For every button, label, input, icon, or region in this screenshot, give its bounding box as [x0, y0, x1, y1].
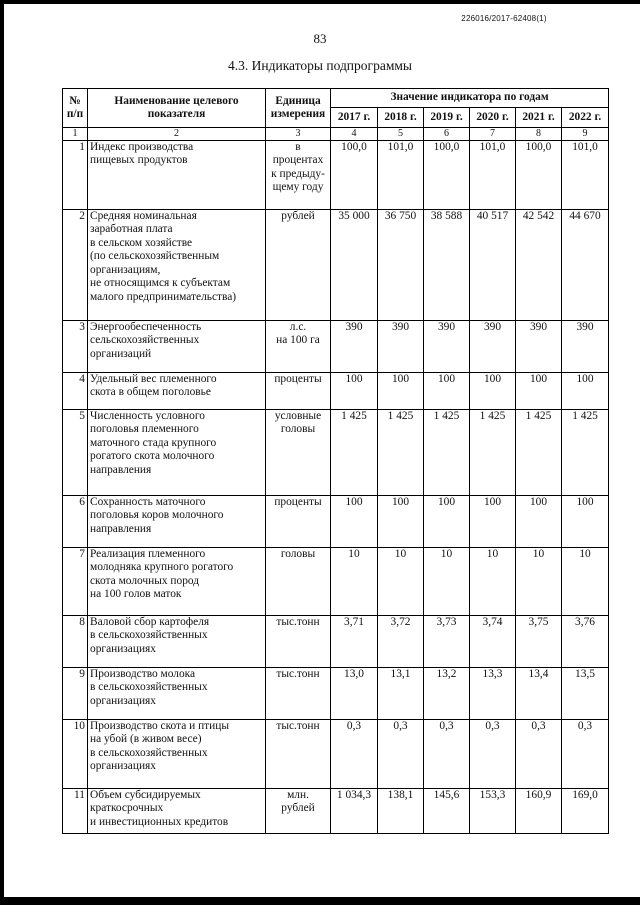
scan-border-left [0, 0, 4, 905]
indicator-value: 100 [424, 496, 470, 548]
indicator-value: 1 034,3 [331, 789, 378, 834]
indicator-value: 0,3 [424, 720, 470, 789]
indicator-value: 1 425 [516, 410, 562, 496]
indicator-value: 100 [378, 496, 424, 548]
indicator-row [63, 668, 609, 720]
column-number: 1 [63, 128, 88, 141]
column-numbers-row [63, 128, 609, 141]
indicator-value: 10 [424, 548, 470, 616]
indicator-value: 100 [562, 496, 609, 548]
indicator-row [63, 210, 609, 321]
header-year: 2020 г. [470, 108, 516, 128]
indicator-value: 100 [331, 496, 378, 548]
row-number: 3 [63, 321, 88, 373]
indicator-unit: проценты [266, 373, 331, 410]
indicator-name: Производство молока в сельскохозяйственных организациях [88, 668, 266, 720]
indicator-value: 0,3 [470, 720, 516, 789]
column-number: 3 [266, 128, 331, 141]
header-year: 2019 г. [424, 108, 470, 128]
indicator-value: 100 [516, 373, 562, 410]
indicator-value: 13,1 [378, 668, 424, 720]
indicator-unit: в процентах к предыду- щему году [266, 141, 331, 210]
indicator-value: 0,3 [516, 720, 562, 789]
indicator-value: 160,9 [516, 789, 562, 834]
row-number: 11 [63, 789, 88, 834]
row-number: 5 [63, 410, 88, 496]
indicator-value: 3,76 [562, 616, 609, 668]
indicator-value: 3,74 [470, 616, 516, 668]
indicator-value: 1 425 [424, 410, 470, 496]
indicator-value: 3,71 [331, 616, 378, 668]
indicator-value: 100 [470, 496, 516, 548]
header-year: 2021 г. [516, 108, 562, 128]
indicator-value: 138,1 [378, 789, 424, 834]
indicator-name: Объем субсидируемых краткосрочных и инвестиционных кредитов [88, 789, 266, 834]
indicator-value: 13,5 [562, 668, 609, 720]
indicator-value: 100 [331, 373, 378, 410]
table-body [63, 128, 609, 834]
indicator-value: 100 [562, 373, 609, 410]
indicator-name: Энергообеспеченность сельскохозяйственных организаций [88, 321, 266, 373]
indicator-value: 3,72 [378, 616, 424, 668]
header-year: 2018 г. [378, 108, 424, 128]
indicator-value: 13,4 [516, 668, 562, 720]
indicator-row [63, 496, 609, 548]
column-number: 2 [88, 128, 266, 141]
indicator-name: Численность условного поголовья племенного маточного стада крупного рогатого скота молочного направления [88, 410, 266, 496]
indicator-name: Производство скота и птицы на убой (в живом весе) в сельскохозяйственных организациях [88, 720, 266, 789]
indicator-value: 13,3 [470, 668, 516, 720]
row-number: 4 [63, 373, 88, 410]
column-number: 6 [424, 128, 470, 141]
indicator-value: 1 425 [378, 410, 424, 496]
column-number: 8 [516, 128, 562, 141]
indicator-value: 169,0 [562, 789, 609, 834]
indicator-value: 10 [516, 548, 562, 616]
header-year: 2017 г. [331, 108, 378, 128]
indicator-unit: тыс.тонн [266, 616, 331, 668]
scan-border-top [0, 0, 640, 4]
row-number: 9 [63, 668, 88, 720]
indicator-value: 100 [424, 373, 470, 410]
indicator-value: 38 588 [424, 210, 470, 321]
indicator-value: 390 [424, 321, 470, 373]
indicator-value: 36 750 [378, 210, 424, 321]
indicator-unit: тыс.тонн [266, 668, 331, 720]
indicator-value: 3,73 [424, 616, 470, 668]
section-title: 4.3. Индикаторы подпрограммы [228, 58, 412, 73]
indicator-value: 40 517 [470, 210, 516, 321]
indicator-row [63, 373, 609, 410]
column-number: 5 [378, 128, 424, 141]
indicator-name: Удельный вес племенного скота в общем поголовье [88, 373, 266, 410]
indicator-unit: проценты [266, 496, 331, 548]
indicator-value: 153,3 [470, 789, 516, 834]
indicator-value: 10 [470, 548, 516, 616]
indicators-table [62, 88, 609, 834]
indicator-row [63, 789, 609, 834]
indicator-unit: условные головы [266, 410, 331, 496]
header-num: № п/п [63, 89, 88, 128]
indicator-value: 1 425 [562, 410, 609, 496]
header-values-group: Значение индикатора по годам [331, 89, 609, 108]
indicator-value: 100 [378, 373, 424, 410]
indicator-value: 390 [562, 321, 609, 373]
column-number: 9 [562, 128, 609, 141]
indicator-value: 100,0 [424, 141, 470, 210]
indicator-name: Индекс производства пищевых продуктов [88, 141, 266, 210]
scan-border-bottom [0, 897, 640, 905]
row-number: 7 [63, 548, 88, 616]
column-number: 4 [331, 128, 378, 141]
indicator-value: 1 425 [470, 410, 516, 496]
indicator-row [63, 321, 609, 373]
row-number: 1 [63, 141, 88, 210]
indicator-value: 35 000 [331, 210, 378, 321]
indicator-value: 3,75 [516, 616, 562, 668]
indicator-value: 390 [331, 321, 378, 373]
indicator-row [63, 548, 609, 616]
row-number: 8 [63, 616, 88, 668]
indicator-name: Реализация племенного молодняка крупного рогатого скота молочных пород на 100 голов маток [88, 548, 266, 616]
row-number: 6 [63, 496, 88, 548]
indicator-value: 10 [331, 548, 378, 616]
row-number: 10 [63, 720, 88, 789]
header-year: 2022 г. [562, 108, 609, 128]
indicator-value: 100,0 [331, 141, 378, 210]
indicator-value: 101,0 [378, 141, 424, 210]
indicator-unit: млн. рублей [266, 789, 331, 834]
indicator-value: 10 [378, 548, 424, 616]
indicator-value: 10 [562, 548, 609, 616]
indicator-value: 390 [470, 321, 516, 373]
indicator-value: 100 [470, 373, 516, 410]
indicator-name: Валовой сбор картофеля в сельскохозяйственных организациях [88, 616, 266, 668]
indicator-value: 100,0 [516, 141, 562, 210]
column-number: 7 [470, 128, 516, 141]
indicator-value: 145,6 [424, 789, 470, 834]
page-number: 83 [313, 31, 327, 46]
row-number: 2 [63, 210, 88, 321]
indicator-value: 13,2 [424, 668, 470, 720]
indicator-value: 101,0 [562, 141, 609, 210]
header-name: Наименование целевого показателя [88, 89, 266, 128]
indicator-value: 44 670 [562, 210, 609, 321]
indicator-value: 390 [378, 321, 424, 373]
indicator-value: 42 542 [516, 210, 562, 321]
indicator-row [63, 141, 609, 210]
indicator-unit: рублей [266, 210, 331, 321]
indicator-row [63, 410, 609, 496]
indicator-name: Сохранность маточного поголовья коров молочного направления [88, 496, 266, 548]
indicator-value: 101,0 [470, 141, 516, 210]
document-code: 226016/2017-62408(1) [461, 14, 547, 23]
indicator-value: 0,3 [378, 720, 424, 789]
indicator-value: 1 425 [331, 410, 378, 496]
indicator-value: 0,3 [562, 720, 609, 789]
indicator-value: 13,0 [331, 668, 378, 720]
header-unit: Единица измерения [266, 89, 331, 128]
indicator-value: 390 [516, 321, 562, 373]
indicator-value: 100 [516, 496, 562, 548]
indicator-unit: головы [266, 548, 331, 616]
indicator-row [63, 720, 609, 789]
indicator-value: 0,3 [331, 720, 378, 789]
indicator-unit: л.с. на 100 га [266, 321, 331, 373]
indicator-unit: тыс.тонн [266, 720, 331, 789]
indicator-row [63, 616, 609, 668]
indicator-name: Средняя номинальная заработная плата в сельском хозяйстве (по сельскохозяйственным организациям, не относящимся к субъектам малого предпринимательства) [88, 210, 266, 321]
